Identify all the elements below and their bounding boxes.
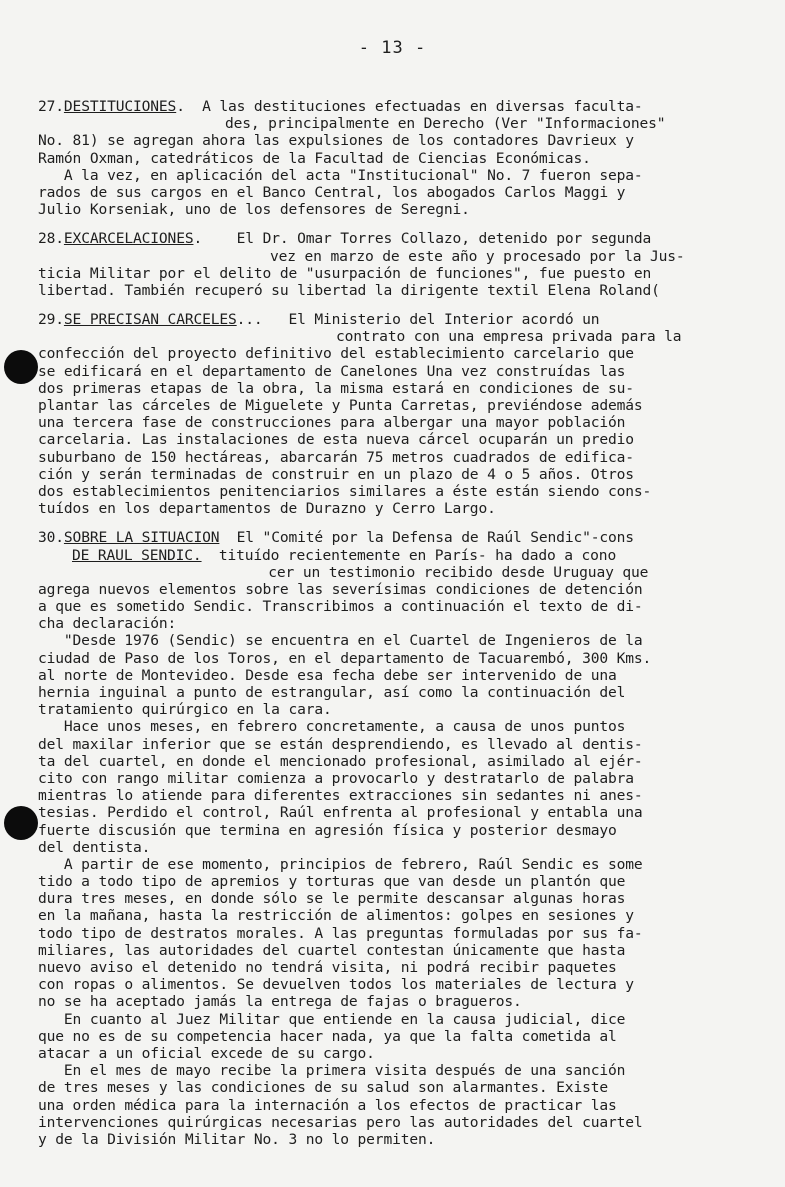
body-line: ciudad de Paso de los Toros, en el departamento de Tacuarembó, 300 Kms.	[38, 649, 652, 667]
body-line: cer un testimonio recibido desde Uruguay que	[251, 563, 649, 581]
body-line: A las destituciones efectuadas en diversas faculta-	[184, 98, 643, 115]
body-line: de tres meses y las condiciones de su salud son alarmantes. Existe	[38, 1079, 608, 1097]
body-line: "Desde 1976 (Sendic) se encuentra en el Cuartel de Ingenieros de la	[38, 632, 643, 650]
body-line: El "Comité por la Defensa de Raúl Sendic"-cons	[219, 529, 634, 547]
section-27	[38, 98, 754, 218]
section-heading: DESTITUCIONES	[63, 98, 177, 115]
body-line: del maxilar inferior que se están desprendiendo, es llevado al dentis-	[38, 735, 643, 753]
section-28-heading-line	[38, 230, 754, 247]
body-line: miliares, las autoridades del cuartel contestan únicamente que hasta	[38, 941, 626, 959]
body-line: dura tres meses, en donde sólo se le permite descansar algunas horas	[38, 890, 626, 908]
heading-suffix: .	[193, 230, 203, 248]
body-line: que no es de su competencia hacer nada, ya que la falta cometida al	[38, 1027, 617, 1045]
body-line: al norte de Montevideo. Desde esa fecha debe ser intervenido de una	[38, 666, 617, 684]
body-line: rados de sus cargos en el Banco Central, los abogados Carlos Maggi y	[38, 183, 626, 201]
page-number: - 13 -	[358, 38, 427, 58]
body-line: ta del cuartel, en donde el mencionado profesional, asimilado al ejér-	[38, 752, 643, 770]
section-heading: SOBRE LA SITUACION	[63, 529, 220, 547]
section-28	[38, 230, 754, 299]
body-line: El Dr. Omar Torres Collazo, detenido por segunda	[202, 230, 652, 248]
punch-hole-top	[4, 350, 38, 384]
body-line: cito con rango militar comienza a provocarlo y destratarlo de palabra	[38, 769, 634, 787]
body-line: hernia inguinal a punto de estrangular, así como la continuación del	[38, 684, 626, 701]
heading-suffix: .	[176, 98, 185, 115]
section-30-heading-line-2	[38, 547, 754, 564]
section-29-heading-line	[38, 311, 754, 328]
section-number: 30.	[38, 529, 64, 547]
body-line: una tercera fase de construcciones para albergar una mayor población	[38, 414, 626, 432]
body-line: En el mes de mayo recibe la primera visita después de una sanción	[38, 1062, 626, 1080]
body-line: suburbano de 150 hectáreas, abarcarán 75 metros cuadrados de edifica-	[38, 448, 634, 466]
body-line: tido a todo tipo de apremios y torturas que van desde un plantón que	[38, 873, 626, 891]
body-line: se edificará en el departamento de Canelones Una vez construídas las	[38, 362, 626, 380]
body-line: tesias. Perdido el control, Raúl enfrenta al profesional y entabla una	[38, 804, 643, 822]
body-line: a que es sometido Sendic. Transcribimos a continuación el texto de di-	[38, 598, 643, 616]
body-line: contrato con una empresa privada para la	[336, 328, 682, 346]
section-heading: SE PRECISAN CARCELES	[63, 311, 237, 329]
body-line: No. 81) se agregan ahora las expulsiones de los contadores Davrieux y	[38, 132, 634, 150]
section-number: 28.	[38, 230, 64, 248]
body-line: ticia Militar por el delito de "usurpación de funciones", fue puesto en	[38, 264, 652, 282]
body-line: con ropas o alimentos. Se devuelven todos los materiales de lectura y	[38, 976, 634, 994]
body-line: tratamiento quirúrgico en la cara.	[38, 701, 332, 719]
heading-suffix: ...	[236, 311, 263, 329]
body-line: tuídos en los departamentos de Durazno y Cerro Largo.	[38, 500, 496, 518]
body-line: Julio Korseniak, uno de los defensores de Seregni.	[38, 201, 470, 219]
body-line: En cuanto al Juez Militar que entiende en la causa judicial, dice	[38, 1010, 626, 1028]
body-line: y de la División Militar No. 3 no lo permiten.	[38, 1130, 436, 1148]
body-line: Hace unos meses, en febrero concretamente, a causa de unos puntos	[38, 718, 626, 736]
body-line: mientras lo atiende para diferentes extracciones sin sedantes ni anes-	[38, 787, 643, 805]
section-30	[38, 529, 754, 1148]
body-line: vez en marzo de este año y procesado por la Jus-	[270, 247, 685, 265]
body-line: del dentista.	[38, 838, 151, 856]
body-line: A partir de ese momento, principios de febrero, Raúl Sendic es some	[38, 855, 643, 873]
section-27-heading-line	[38, 98, 754, 115]
body-line: en la mañana, hasta la restricción de alimentos: golpes en sesiones y	[38, 907, 634, 925]
body-line: Ramón Oxman, catedráticos de la Facultad de Ciencias Económicas.	[38, 149, 591, 167]
body-line: ción y serán terminadas de construir en un plazo de 4 o 5 años. Otros	[38, 465, 634, 483]
body-line: todo tipo de destratos morales. A las preguntas formuladas por sus fa-	[38, 924, 643, 942]
body-line: El Ministerio del Interior acordó un	[262, 311, 600, 329]
body-line: una orden médica para la internación a los efectos de practicar las	[38, 1096, 617, 1114]
body-line: dos primeras etapas de la obra, la misma estará en condiciones de su-	[38, 379, 634, 397]
body-line: plantar las cárceles de Miguelete y Punta Carretas, previéndose además	[38, 397, 643, 414]
body-line: carcelaria. Las instalaciones de esta nueva cárcel ocuparán un predio	[38, 431, 634, 449]
body-line: dos establecimientos penitenciarios similares a éste están siendo cons-	[38, 482, 652, 500]
body-line: cha declaración:	[38, 615, 177, 633]
section-number: 29.	[38, 311, 64, 329]
section-heading: EXCARCELACIONES	[63, 230, 194, 248]
body-line: agrega nuevos elementos sobre las severísimas condiciones de detención	[38, 580, 643, 598]
body-line: A la vez, en aplicación del acta "Institucional" No. 7 fueron sepa-	[38, 166, 643, 184]
body-line: libertad. También recuperó su libertad la dirigente textil Elena Roland(	[38, 281, 660, 299]
body-line: confección del proyecto definitivo del establecimiento carcelario que	[38, 345, 634, 363]
section-29	[38, 311, 754, 517]
body-line: des, principalmente en Derecho (Ver "Informaciones"	[225, 115, 666, 133]
section-heading-line-2: DE RAUL SENDIC.	[72, 546, 202, 564]
body-line: tituído recientemente en París- ha dado a cono	[201, 546, 617, 564]
punch-hole-bottom	[4, 806, 38, 840]
body-line: nuevo aviso el detenido no tendrá visita, ni podrá recibir paquetes	[38, 959, 617, 976]
section-30-heading-line	[38, 529, 754, 546]
document-body	[38, 98, 754, 1162]
body-line: fuerte discusión que termina en agresión física y posterior desmayo	[38, 821, 617, 839]
section-number: 27.	[38, 98, 64, 115]
body-line: no se ha aceptado jamás la entrega de fajas o bragueros.	[38, 993, 522, 1011]
body-line: atacar a un oficial excede de su cargo.	[38, 1044, 375, 1062]
body-line: intervenciones quirúrgicas necesarias pero las autoridades del cuartel	[38, 1113, 643, 1131]
